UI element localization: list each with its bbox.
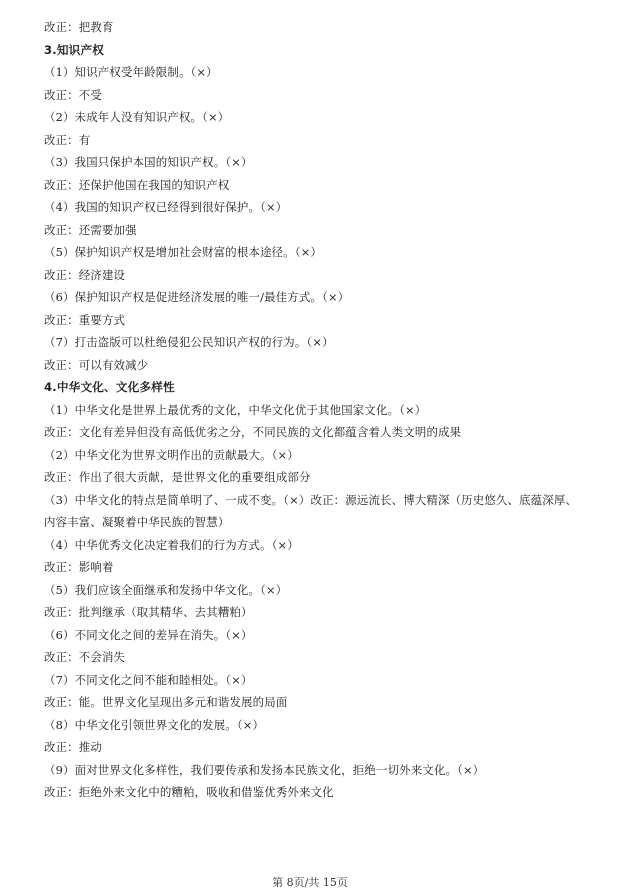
question-line: （3）中华文化的特点是简单明了、一成不变。（×）改正：源远流长、博大精深（历史悠久、底蕴深厚、 (44, 492, 578, 507)
question-line: （2）中华文化为世界文明作出的贡献最大。（×） (44, 447, 299, 462)
correction-line: 改正：把教育 (44, 20, 114, 34)
question-line: （9）面对世界文化多样性，我们要传承和发扬本民族文化，拒绝一切外来文化。（×） (44, 762, 485, 777)
question-line: （1）中华文化是世界上最优秀的文化，中华文化优于其他国家文化。（×） (44, 402, 427, 417)
correction-line: 改正：作出了很大贡献，是世界文化的重要组成部分 (44, 470, 311, 484)
question-line: （6）保护知识产权是促进经济发展的唯一/最佳方式。（×） (44, 290, 350, 304)
correction-line: 改正：能。世界文化呈现出多元和谐发展的局面 (44, 695, 288, 709)
question-line: （5）我们应该全面继承和发扬中华文化。（×） (44, 582, 288, 597)
question-line: （2）未成年人没有知识产权。（×） (44, 110, 230, 124)
section-heading-intellectual-property: 3.知识产权 (44, 42, 105, 57)
correction-line: 改正：重要方式 (44, 312, 126, 327)
question-line: （6）不同文化之间的差异在消失。（×） (44, 627, 253, 642)
question-line: （7）打击盗版可以杜绝侵犯公民知识产权的行为。（×） (44, 335, 334, 349)
question-line: （5）保护知识产权是增加社会财富的根本途径。（×） (44, 245, 323, 259)
correction-line: 改正：拒绝外来文化中的糟粕，吸收和借鉴优秀外来文化 (44, 785, 334, 799)
section-heading-chinese-culture: 4.中华文化、文化多样性 (44, 380, 175, 394)
document-body (44, 16, 604, 804)
correction-line: 改正：还需要加强 (44, 222, 137, 237)
question-line: （4）我国的知识产权已经得到很好保护。（×） (44, 200, 288, 214)
question-line: （4）中华优秀文化决定着我们的行为方式。（×） (44, 537, 299, 552)
question-line: （1）知识产权受年龄限制。（×） (44, 65, 218, 79)
correction-line: 改正：有 (44, 132, 91, 147)
correction-line: 改正：影响着 (44, 560, 114, 574)
correction-continuation-line: 内容丰富、凝聚着中华民族的智慧） (44, 515, 230, 529)
correction-line: 改正：批判继承（取其精华、去其糟粕） (44, 605, 253, 619)
correction-line: 改正：文化有差异但没有高低优劣之分，不同民族的文化都蕴含着人类文明的成果 (44, 425, 462, 439)
correction-line: 改正：还保护他国在我国的知识产权 (44, 177, 230, 192)
correction-line: 改正：不会消失 (44, 650, 126, 664)
page-number-footer: 第 8页/共 15页 (272, 876, 348, 889)
question-line: （8）中华文化引领世界文化的发展。（×） (44, 717, 265, 732)
correction-line: 改正：可以有效减少 (44, 357, 149, 372)
question-line: （3）我国只保护本国的知识产权。（×） (44, 155, 253, 169)
correction-line: 改正：经济建设 (44, 267, 126, 282)
correction-line: 改正：不受 (44, 87, 102, 102)
correction-line: 改正：推动 (44, 740, 102, 754)
question-line: （7）不同文化之间不能和睦相处。（×） (44, 672, 253, 687)
